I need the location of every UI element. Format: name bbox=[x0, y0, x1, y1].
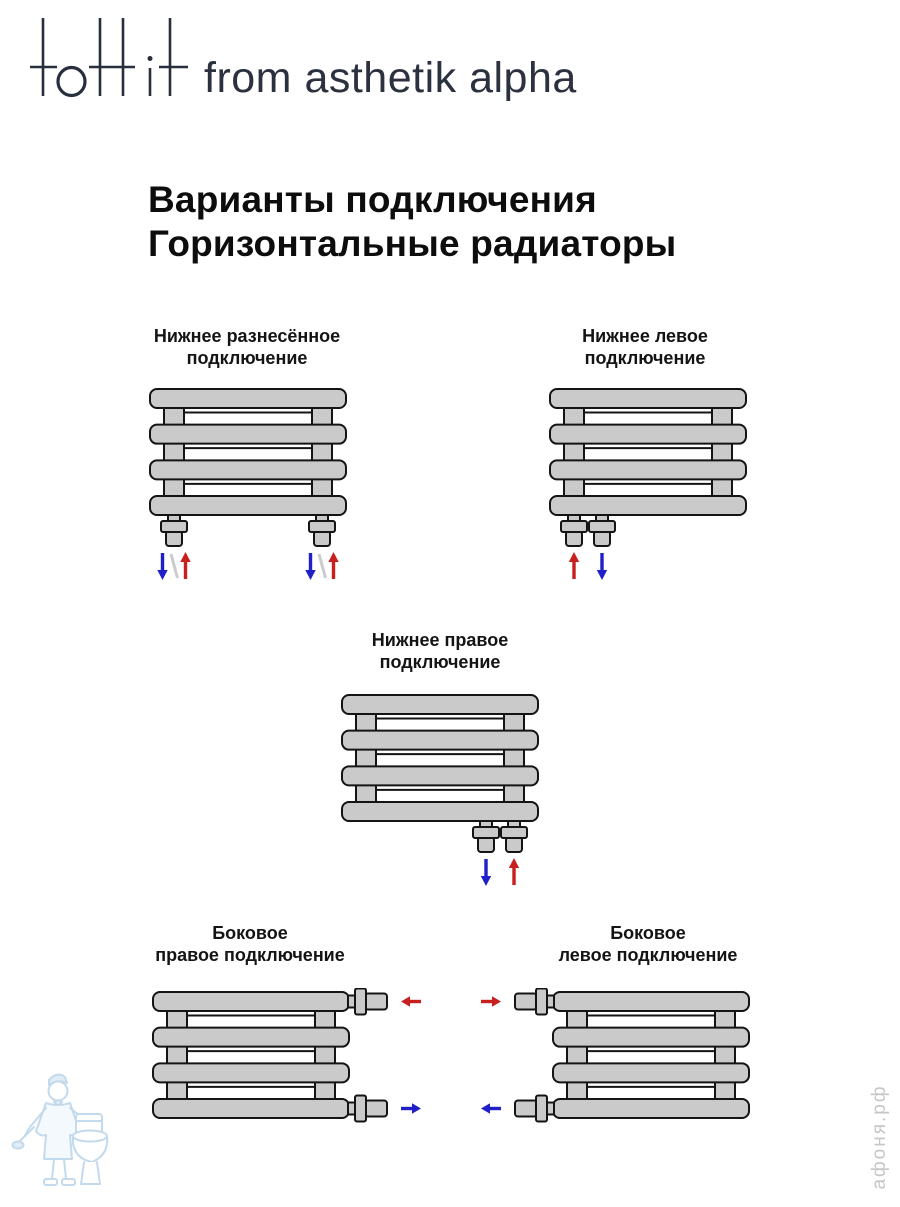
bottom-valve bbox=[161, 515, 187, 546]
diagram-label-line: Боковое bbox=[212, 923, 288, 943]
slash-divider bbox=[171, 554, 178, 578]
valve-pipe bbox=[515, 1101, 537, 1117]
radiator-bar bbox=[150, 496, 346, 515]
side-valve bbox=[515, 1096, 554, 1122]
valve-nut bbox=[309, 521, 335, 532]
radiator-bar bbox=[153, 1063, 349, 1082]
radiator-bar bbox=[550, 496, 746, 515]
valve-nut bbox=[161, 521, 187, 532]
radiator bbox=[550, 389, 746, 580]
radiator-bar bbox=[150, 425, 346, 444]
tottit-logo bbox=[25, 10, 197, 110]
diagram-label-line: Боковое bbox=[610, 923, 686, 943]
radiator-bar bbox=[553, 1063, 749, 1082]
valve-pipe bbox=[566, 531, 582, 546]
plumber-boot bbox=[44, 1179, 57, 1185]
plumber-watermark-icon bbox=[10, 1066, 125, 1194]
diagram-label-line: подключение bbox=[186, 348, 308, 368]
radiator-bar bbox=[553, 1028, 749, 1047]
radiator-tube bbox=[715, 1001, 735, 1109]
valve-nut bbox=[589, 521, 615, 532]
diagram-label-line: правое подключение bbox=[155, 945, 345, 965]
radiator-tube bbox=[567, 1001, 587, 1109]
flow-arrow-blue bbox=[481, 1103, 501, 1113]
page-title bbox=[148, 178, 676, 266]
toilet-seat bbox=[73, 1131, 107, 1142]
radiator-figure-side-right bbox=[143, 988, 443, 1133]
brand-tagline: from asthetik alpha bbox=[204, 54, 577, 102]
bottom-valve bbox=[589, 515, 615, 546]
radiator-tube bbox=[312, 398, 332, 506]
valve-pipe bbox=[506, 837, 522, 852]
valve-pipe bbox=[365, 994, 387, 1010]
radiator-figure-side-left bbox=[450, 988, 760, 1133]
valve-nut bbox=[536, 1096, 547, 1122]
toilet-base bbox=[81, 1162, 100, 1184]
side-valve bbox=[515, 989, 554, 1015]
valve-pipe bbox=[314, 531, 330, 546]
valve-pipe bbox=[594, 531, 610, 546]
radiator-bar bbox=[550, 460, 746, 479]
diagram-label-line: Нижнее правое bbox=[371, 630, 509, 650]
valve-nut bbox=[473, 827, 499, 838]
site-watermark: афоня.рф bbox=[869, 1084, 890, 1190]
radiator-bar bbox=[153, 1028, 349, 1047]
flow-arrow-blue bbox=[481, 859, 491, 886]
radiator-tube bbox=[315, 1001, 335, 1109]
radiator bbox=[342, 695, 538, 886]
radiator-bar bbox=[153, 1099, 349, 1118]
diagram-label-bottom-right bbox=[280, 629, 600, 673]
logo-i-dot bbox=[148, 56, 153, 61]
flow-arrow-red bbox=[569, 552, 579, 579]
slash-divider bbox=[319, 554, 326, 578]
radiator-tube bbox=[504, 704, 524, 812]
valve-nut bbox=[536, 989, 547, 1015]
radiator-bar bbox=[553, 992, 749, 1011]
valve-pipe bbox=[365, 1101, 387, 1117]
diagram-label-bottom-left bbox=[485, 325, 805, 369]
radiator-bar bbox=[150, 460, 346, 479]
radiator-bar bbox=[550, 425, 746, 444]
radiator-tube bbox=[356, 704, 376, 812]
valve-pipe bbox=[515, 994, 537, 1010]
logo-o bbox=[58, 68, 85, 96]
radiator-figure-bottom-right bbox=[332, 691, 562, 896]
plunger-cup bbox=[13, 1142, 24, 1149]
plumber-boot bbox=[62, 1179, 75, 1185]
diagram-label-line: подключение bbox=[379, 652, 501, 672]
radiator-bar bbox=[342, 695, 538, 714]
flow-arrow-blue bbox=[157, 553, 167, 580]
radiator-figure-bottom-spread bbox=[140, 385, 370, 590]
side-valve bbox=[348, 989, 387, 1015]
title-line-1: Варианты подключения bbox=[148, 179, 597, 220]
diagram-label-side-right bbox=[90, 922, 410, 966]
bottom-valve bbox=[309, 515, 335, 546]
plunger-handle bbox=[18, 1127, 34, 1143]
radiator-bar bbox=[342, 731, 538, 750]
radiator bbox=[150, 389, 346, 580]
flow-arrow-blue bbox=[305, 553, 315, 580]
valve-pipe bbox=[166, 531, 182, 546]
radiator-tube bbox=[167, 1001, 187, 1109]
bottom-valve bbox=[561, 515, 587, 546]
diagram-label-line: левое подключение bbox=[558, 945, 738, 965]
radiator bbox=[153, 989, 421, 1122]
valve-nut bbox=[501, 827, 527, 838]
title-line-2: Горизонтальные радиаторы bbox=[148, 223, 677, 264]
radiator-figure-bottom-left bbox=[540, 385, 770, 590]
flow-arrow-blue bbox=[401, 1103, 421, 1113]
side-valve bbox=[348, 1096, 387, 1122]
flow-arrow-blue bbox=[597, 553, 607, 580]
valve-nut bbox=[355, 1096, 366, 1122]
radiator-bar bbox=[550, 389, 746, 408]
flow-arrow-red bbox=[328, 552, 338, 579]
diagram-label-line: Нижнее разнесённое bbox=[153, 326, 341, 346]
flow-arrow-red bbox=[180, 552, 190, 579]
radiator-bar bbox=[342, 802, 538, 821]
flow-arrow-red bbox=[481, 996, 501, 1006]
radiator bbox=[481, 989, 749, 1122]
bottom-valve bbox=[501, 821, 527, 852]
bottom-valve bbox=[473, 821, 499, 852]
plumber-head bbox=[49, 1082, 68, 1101]
diagram-label-side-left bbox=[488, 922, 808, 966]
radiator-bar bbox=[150, 389, 346, 408]
radiator-tube bbox=[564, 398, 584, 506]
valve-nut bbox=[561, 521, 587, 532]
valve-nut bbox=[355, 989, 366, 1015]
radiator-bar bbox=[553, 1099, 749, 1118]
diagram-label-bottom-spread bbox=[87, 325, 407, 369]
diagram-label-line: подключение bbox=[584, 348, 706, 368]
radiator-tube bbox=[712, 398, 732, 506]
diagram-label-line: Нижнее левое bbox=[582, 326, 708, 346]
valve-pipe bbox=[478, 837, 494, 852]
flow-arrow-red bbox=[401, 996, 421, 1006]
plumber-legs bbox=[52, 1159, 66, 1179]
flow-arrow-red bbox=[509, 858, 519, 885]
radiator-tube bbox=[164, 398, 184, 506]
radiator-bar bbox=[153, 992, 349, 1011]
radiator-bar bbox=[342, 766, 538, 785]
